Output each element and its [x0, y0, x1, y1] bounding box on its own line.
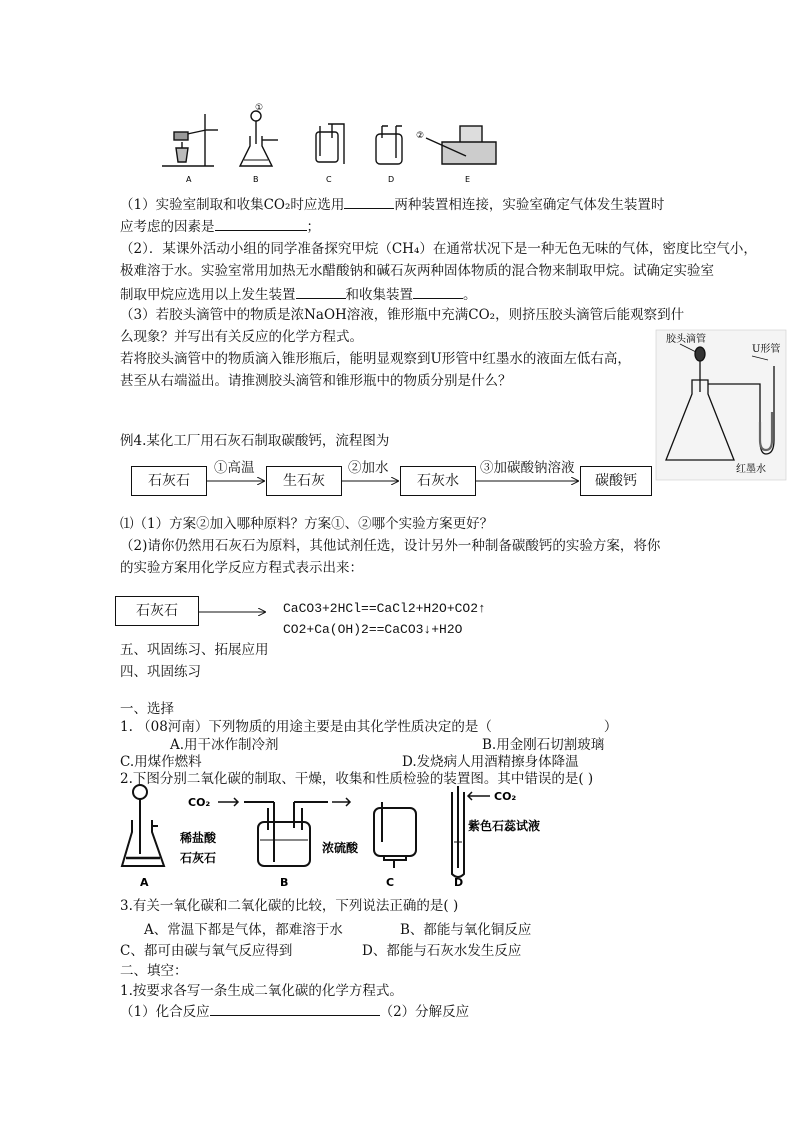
mc2-stem: 2.下图分别二氧化碳的制取、干燥，收集和性质检验的装置图。其中错误的是( )	[120, 771, 594, 787]
apparatus-c-collector	[374, 802, 416, 868]
flow-box-limestone: 石灰石	[131, 466, 207, 496]
mc1-option-b[interactable]: B.用金刚石切割玻璃	[482, 737, 605, 753]
example4-q1: ⑴（1）方案②加入哪种原料？方案①、②哪个实验方案更好？	[120, 516, 494, 532]
example4-title: 例4.某化工厂用石灰石制取碳酸钙，流程图为	[120, 433, 390, 449]
dropper-label: 胶头滴管	[666, 334, 706, 345]
label-e: E	[465, 175, 471, 184]
fill-q1-stem: 1.按要求各写一条生成二氧化碳的化学方程式。	[120, 983, 403, 999]
limestone-label: 石灰石	[180, 851, 217, 865]
acid-label: 稀盐酸	[180, 831, 217, 845]
section-fill: 二、填空：	[120, 963, 188, 979]
utube-label: U形管	[752, 344, 781, 355]
circle-label-2: ②	[416, 131, 425, 141]
answer-box-limestone: 石灰石	[115, 596, 199, 626]
fig3-label-d: D	[454, 876, 464, 889]
q1-line2: 应考虑的因素是 ；	[120, 216, 320, 236]
sulfuric-label: 浓硫酸	[322, 841, 359, 855]
q1-line7: 么现象？并写出有关反应的化学方程式。	[120, 329, 363, 345]
answer-blank-combination[interactable]	[210, 1001, 380, 1016]
mc3-option-b[interactable]: B、都能与氧化铜反应	[400, 922, 532, 938]
section-four: 四、巩固练习	[120, 664, 201, 680]
litmus-label: 紫色石蕊试液	[468, 819, 541, 833]
mc3-option-d[interactable]: D、都能与石灰水发生反应	[362, 943, 522, 959]
fig3-label-b: B	[280, 876, 289, 889]
co2-label-d: CO₂	[494, 790, 517, 803]
co2-apparatus-figure	[118, 782, 541, 892]
flow-box-quicklime: 生石灰	[266, 466, 342, 496]
section-choice: 一、选择	[120, 701, 174, 717]
step-high-temp: ①高温	[214, 460, 255, 476]
label-a: A	[186, 175, 192, 184]
fill-q1-parts: （1）化合反应 （2）分解反应	[120, 1001, 469, 1021]
circle-label-1: ①	[255, 103, 264, 113]
ink-label: 红墨水	[736, 464, 766, 475]
step-add-water: ②加水	[348, 460, 389, 476]
fig3-label-c: C	[386, 876, 395, 889]
apparatus-d-test-tube	[452, 786, 464, 877]
co2-label-b: CO₂	[188, 796, 211, 809]
apparatus-a-generator	[122, 785, 164, 866]
q1-line3: （2）．某课外活动小组的同学准备探究甲烷（CH₄）在通常状况下是一种无色无味的气体，密度比空气小，	[120, 241, 757, 257]
mc3-stem: 3.有关一氧化碳和二氧化碳的比较，下列说法正确的是( )	[120, 898, 459, 914]
fig3-label-a: A	[140, 876, 149, 889]
mc1-option-c[interactable]: C.用煤作燃料	[120, 754, 202, 770]
q1-line8: 若将胶头滴管中的物质滴入锥形瓶后，能明显观察到U形管中红墨水的液面左低右高，	[120, 351, 631, 367]
label-d: D	[388, 175, 395, 184]
q1-line9: 甚至从右端溢出。请推测胶头滴管和锥形瓶中的物质分别是什么？	[120, 373, 512, 389]
example4-q2: （2)请你仍然用石灰石为原料，其他试剂任选，设计另外一种制备碳酸钙的实验方案，将你	[120, 538, 661, 554]
example4-q3: 的实验方案用化学反应方程式表示出来：	[120, 560, 363, 576]
mc3-option-a[interactable]: A、常温下都是气体，都难溶于水	[144, 922, 343, 938]
mc1-stem: 1. （08河南）下列物质的用途主要是由其化学性质决定的是（ ）	[120, 719, 618, 735]
q1-line5: 制取甲烷应选用以上发生装置 和收集装置 。	[120, 284, 477, 304]
mc3-option-c[interactable]: C、都可由碳与氧气反应得到	[120, 943, 293, 959]
label-b: B	[253, 175, 259, 184]
q1-line1: （1）实验室制取和收集CO₂时应选用 两种装置相连接，实验室确定气体发生装置时	[120, 194, 664, 214]
q1-line4: 极难溶于水。实验室常用加热无水醋酸钠和碱石灰两种固体物质的混合物来制取甲烷。试确定实验室	[120, 263, 714, 279]
section-five: 五、巩固练习、拓展应用	[120, 642, 269, 658]
apparatus-b-dryer	[244, 802, 328, 866]
mc1-option-a[interactable]: A.用干冰作制冷剂	[170, 737, 279, 753]
equation-2: CO2+Ca(OH)2==CaCO3↓+H2O	[283, 622, 463, 637]
mc1-option-d[interactable]: D.发烧病人用酒精擦身体降温	[402, 754, 579, 770]
q1-line6: （3）若胶头滴管中的物质是浓NaOH溶液，锥形瓶中充满CO₂，则挤压胶头滴管后能观察到什	[120, 307, 685, 323]
flow-box-calcium-carbonate: 碳酸钙	[580, 466, 652, 496]
label-c: C	[326, 175, 332, 184]
step-add-sodium-carbonate: ③加碳酸钠溶液	[480, 460, 575, 476]
equation-1: CaCO3+2HCl==CaCl2+H2O+CO2↑	[283, 601, 486, 616]
flow-box-limewater: 石灰水	[400, 466, 476, 496]
